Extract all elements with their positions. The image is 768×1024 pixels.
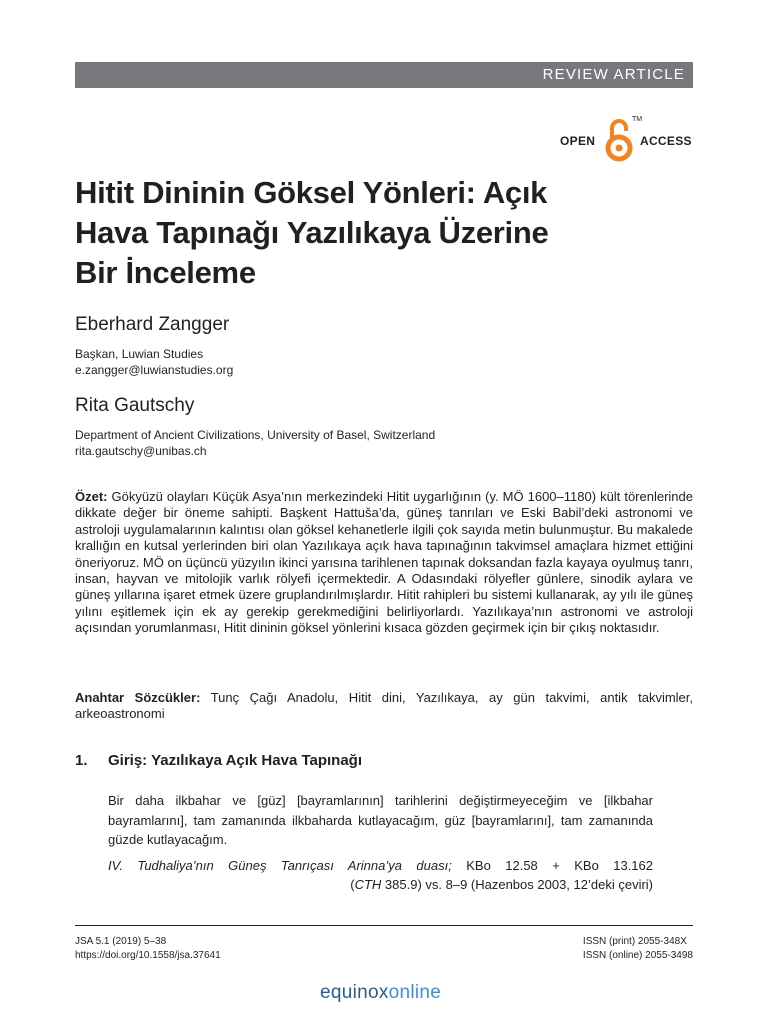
journal-citation: JSA 5.1 (2019) 5–38 bbox=[75, 936, 167, 947]
keywords-label: Anahtar Sözcükler: bbox=[75, 690, 201, 705]
section-heading bbox=[75, 752, 362, 769]
author-name: Eberhard Zangger bbox=[75, 314, 230, 335]
publisher-logo bbox=[320, 982, 441, 1004]
publisher-logo-part: online bbox=[388, 982, 442, 1003]
cth-ref: 385.9) vs. 8–9 (Hazenbos 2003, 12’deki çeviri) bbox=[384, 877, 653, 892]
epigraph-quote: Bir daha ilkbahar ve [güz] [bayramlarının] tarihlerini değiştirmeyeceğim ve [ilkbahar bayramlarını], tam zamanında ilkbaharda kutlayacağım, güz [bayramlarını], tam zamanında güzde kutlayacağım. bbox=[108, 793, 653, 847]
author-email[interactable]: e.zangger@luwianstudies.org bbox=[75, 363, 234, 377]
author-affiliation bbox=[75, 427, 435, 459]
footer-issn bbox=[583, 935, 693, 963]
source-title: IV. Tudhaliya’nın Güneş Tanrıçası Arinna’ya duası; bbox=[108, 858, 452, 873]
abstract bbox=[75, 489, 693, 637]
keywords-text: Tunç Çağı Anadolu, Hitit dini, Yazılıkaya, ay gün takvimi, antik takvimler, arkeoastronomi bbox=[75, 690, 693, 722]
issn-print: ISSN (print) 2055-348X bbox=[582, 936, 687, 947]
issn-online: ISSN (online) 2055-3498 bbox=[582, 950, 693, 961]
trademark-mark: TM bbox=[632, 116, 643, 123]
open-access-lock-icon bbox=[603, 118, 635, 162]
source-line-2: (CTH 385.9) vs. 8–9 (Hazenbos 2003, 12’deki çeviri) bbox=[350, 877, 653, 892]
open-access-badge bbox=[560, 116, 694, 164]
access-label: ACCESS bbox=[640, 134, 692, 148]
open-label: OPEN bbox=[560, 134, 596, 148]
author-email[interactable]: rita.gautschy@unibas.ch bbox=[75, 444, 207, 458]
affiliation-text: Department of Ancient Civilizations, University of Basel, Switzerland bbox=[75, 428, 436, 442]
abstract-label: Özet: bbox=[75, 489, 108, 504]
source-line-1 bbox=[108, 856, 653, 875]
author-affiliation bbox=[75, 346, 233, 378]
abstract-text: Gökyüzü olayları Küçük Asya’nın merkezindeki Hitit uygarlığının (y. MÖ 1600–1180) kült törenlerinde dikkate değer bir öneme sahipti. Başkent Hattuša’da, güneş tanrıları ve Eski Babil’deki astronomi ve astroloji uygulamalarının kalıntısı olan göksel kehanetlerle ilgili çok sayıda metin bulunmuştur. Bu makalede krallığın en kutsal yerlerinden biri olan Yazılıkaya açık hava tapınağının takvimsel amaçlara hizmet ettiğini öneriyoruz. MÖ on üçüncü yüzyılın ikinci yarısına tarihlenen tapınak doksandan fazla kayaya oyulmuş tanrı, insan, hayvan ve mitolojik varlık rölyefi içermektedir. A Odasındaki rölyefler günlere, sinodik aylara ve güneş yıllarına işaret etmek üzere gruplandırılmışlardır. Hitit rahipleri bu sistemi kullanarak, ay yılı ile güneş yılını eşitlemek için ek ay gerekip gerekmediğini belirliyorlardı. Yazılıkaya’nın astronomi ve astroloji açısından yorumlanması, Hitit dininin göksel yönlerini kısaca gözden geçirmek için bir çıkış noktasıdır. bbox=[75, 489, 693, 636]
doi-link[interactable]: https://doi.org/10.1558/jsa.37641 bbox=[75, 950, 221, 961]
cth-label: CTH bbox=[354, 877, 382, 892]
section-title: Giriş: Yazılıkaya Açık Hava Tapınağı bbox=[108, 752, 363, 769]
article-title bbox=[75, 173, 695, 293]
title-line: Hava Tapınağı Yazılıkaya Üzerine bbox=[75, 215, 549, 250]
source-ref: KBo 12.58 + KBo 13.162 bbox=[466, 858, 653, 873]
article-type-banner bbox=[75, 62, 693, 88]
footer-divider bbox=[75, 925, 693, 926]
section-number: 1. bbox=[75, 752, 88, 769]
affiliation-text: Başkan, Luwian Studies bbox=[75, 347, 204, 361]
publisher-logo-part: equinox bbox=[320, 982, 389, 1003]
title-line: Hitit Dininin Göksel Yönleri: Açık bbox=[75, 175, 548, 210]
author-name: Rita Gautschy bbox=[75, 395, 195, 416]
footer-citation bbox=[75, 935, 221, 963]
title-line: Bir İnceleme bbox=[75, 255, 256, 290]
keywords bbox=[75, 690, 693, 723]
epigraph-source bbox=[108, 856, 653, 894]
article-type-label: REVIEW ARTICLE bbox=[542, 66, 685, 83]
